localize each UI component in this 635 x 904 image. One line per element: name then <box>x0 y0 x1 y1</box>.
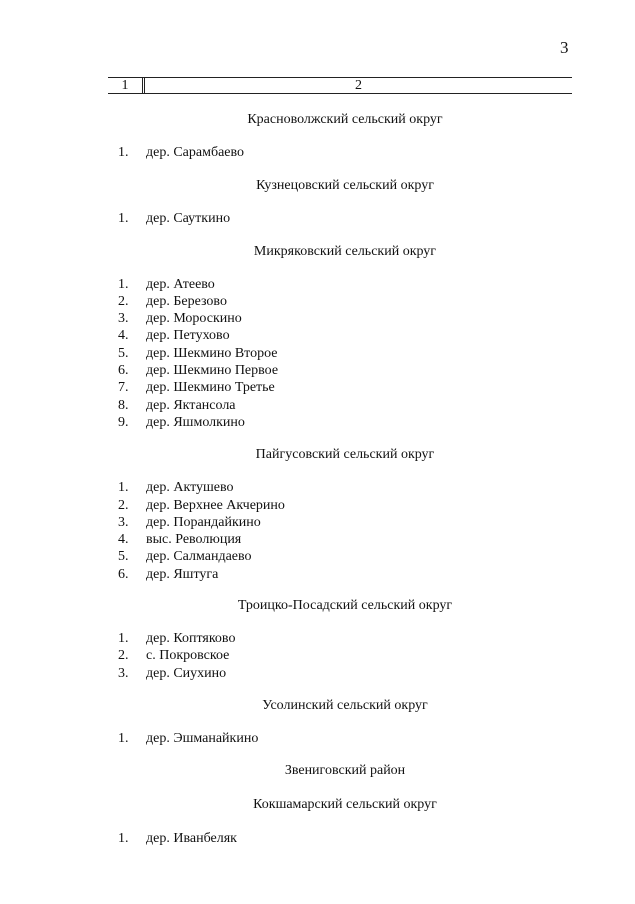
item-number: 1. <box>118 480 129 496</box>
item-number: 1. <box>118 831 129 847</box>
list-item <box>110 362 580 379</box>
section-title-mikryakovsky: Микряковский сельский округ <box>253 243 437 259</box>
settlement-list-usolinsky <box>110 730 580 747</box>
section-title-usolinsky: Усолинский сельский округ <box>262 697 428 713</box>
settlement-list-kuznetsovsky <box>110 210 580 227</box>
item-name: дер. Сиухино <box>146 665 227 681</box>
list-item <box>110 566 580 583</box>
item-name: дер. Шекмино Второе <box>146 345 278 361</box>
item-name: дер. Яшмолкино <box>146 414 245 430</box>
table-header-row <box>108 77 572 94</box>
page-number: 3 <box>560 38 569 57</box>
item-name: дер. Коптяково <box>146 631 236 647</box>
list-item <box>110 830 580 847</box>
item-number: 1. <box>118 211 129 227</box>
item-name: дер. Яштуга <box>146 566 219 582</box>
item-name: дер. Порандайкино <box>146 514 261 530</box>
list-item <box>110 479 580 496</box>
section-title-krasnovolzhsky: Красноволжский сельский округ <box>247 112 443 127</box>
list-item <box>110 414 580 431</box>
item-name: дер. Мороскино <box>146 311 242 327</box>
list-item <box>110 730 580 747</box>
item-name: дер. Сауткино <box>146 211 231 227</box>
settlement-list-kokshamarsky <box>110 830 580 847</box>
section-title-troitsko-posadsky: Троицко-Посадский сельский округ <box>237 598 453 614</box>
item-name: выс. Революция <box>146 532 242 548</box>
list-item <box>110 531 580 548</box>
settlement-list-mikryakovsky <box>110 276 580 432</box>
item-name: с. Покровское <box>146 648 230 664</box>
item-number: 1. <box>118 631 129 647</box>
list-item <box>110 210 580 227</box>
item-number: 5. <box>118 345 129 361</box>
list-item <box>110 310 580 327</box>
list-item <box>110 514 580 531</box>
document-body <box>110 104 580 848</box>
item-name: дер. Шекмино Первое <box>146 363 279 379</box>
section-title-kuznetsovsky: Кузнецовский сельский округ <box>256 178 434 194</box>
item-name: дер. Эшманайкино <box>146 730 259 746</box>
item-name: дер. Сарамбаево <box>146 145 245 160</box>
item-number: 2. <box>118 497 129 513</box>
item-number: 3. <box>118 665 129 681</box>
settlement-list-krasnovolzhsky <box>110 144 580 161</box>
item-number: 6. <box>118 566 129 582</box>
item-number: 6. <box>118 363 129 379</box>
item-name: дер. Верхнее Акчерино <box>146 497 285 513</box>
list-item <box>110 293 580 310</box>
item-number: 1. <box>118 145 129 160</box>
item-number: 1. <box>118 730 129 746</box>
table-header-col-2: 2 <box>355 78 362 93</box>
list-item <box>110 665 580 682</box>
district-title-zvenigovsky: Звениговский район <box>284 763 406 779</box>
item-number: 7. <box>118 380 129 396</box>
item-number: 4. <box>118 532 129 548</box>
section-title-kokshamarsky: Кокшамарский сельский округ <box>253 797 437 813</box>
item-number: 2. <box>118 648 129 664</box>
settlement-list-troitsko-posadsky <box>110 630 580 682</box>
list-item <box>110 548 580 565</box>
item-name: дер. Атеево <box>146 276 215 292</box>
list-item <box>110 379 580 396</box>
item-number: 1. <box>118 276 129 292</box>
item-number: 5. <box>118 549 129 565</box>
item-name: дер. Петухово <box>146 328 230 344</box>
list-item <box>110 276 580 293</box>
item-name: дер. Салмандаево <box>146 549 252 565</box>
list-item <box>110 397 580 414</box>
section-title-paygusovsky: Пайгусовский сельский округ <box>255 447 435 463</box>
list-item <box>110 345 580 362</box>
list-item <box>110 497 580 514</box>
item-number: 8. <box>118 397 129 413</box>
item-name: дер. Яктансола <box>146 397 236 413</box>
list-item <box>110 630 580 647</box>
list-item <box>110 144 580 161</box>
item-name: дер. Актушево <box>146 480 234 496</box>
item-number: 4. <box>118 328 129 344</box>
item-name: дер. Шекмино Третье <box>146 380 275 396</box>
list-item <box>110 647 580 664</box>
item-name: дер. Березово <box>146 293 227 309</box>
item-number: 2. <box>118 293 129 309</box>
item-name: дер. Иванбеляк <box>146 831 237 847</box>
list-item <box>110 327 580 344</box>
table-header-col-1: 1 <box>121 78 129 93</box>
item-number: 9. <box>118 414 129 430</box>
settlement-list-paygusovsky <box>110 479 580 583</box>
item-number: 3. <box>118 311 129 327</box>
item-number: 3. <box>118 514 129 530</box>
